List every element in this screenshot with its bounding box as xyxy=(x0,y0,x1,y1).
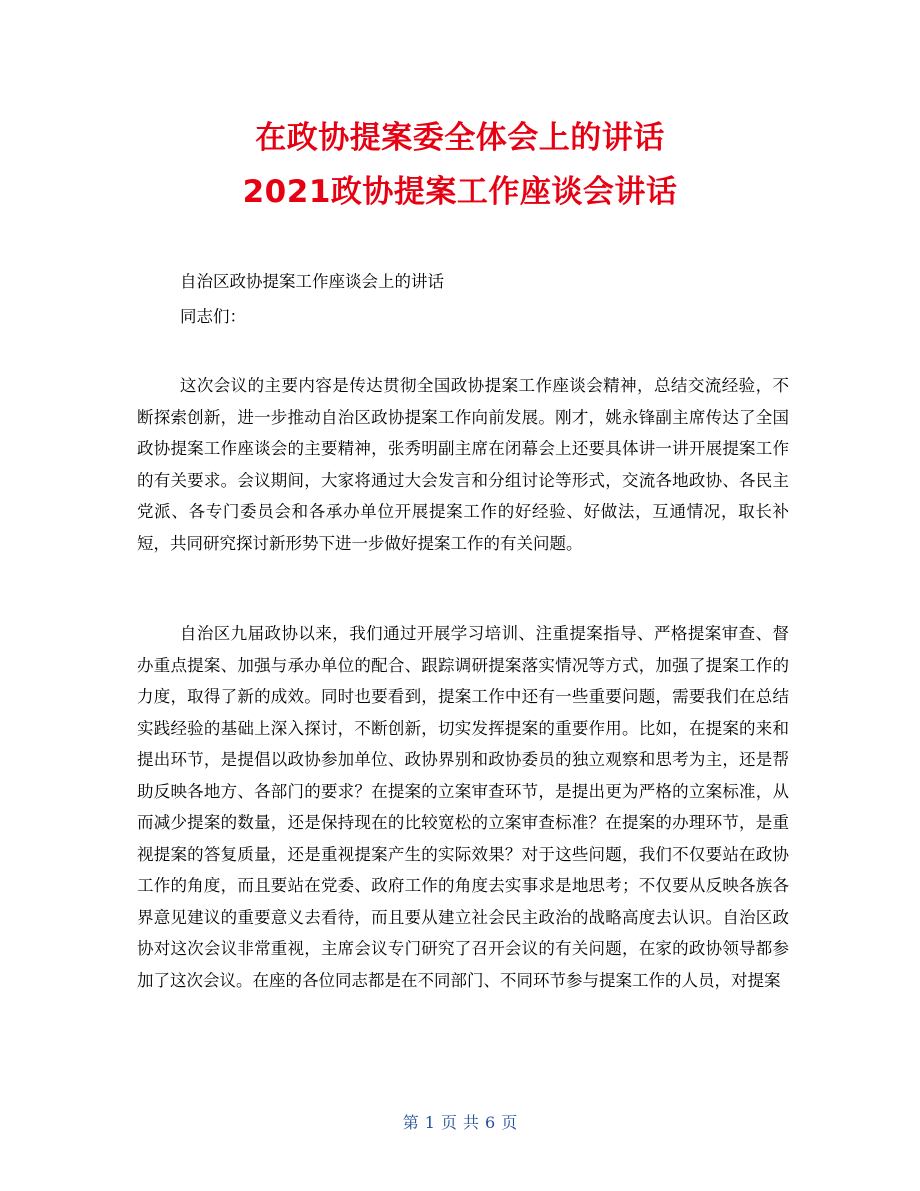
footer-total-pages: 6 xyxy=(485,1113,496,1132)
salutation: 同志们： xyxy=(180,307,246,326)
speech-heading: 自治区政协提案工作座谈会上的讲话 xyxy=(180,272,444,291)
paragraph-1: 这次会议的主要内容是传达贯彻全国政协提案工作座谈会精神，总结交流经验，不断探索创新，进一步推动自治区政协提案工作向前发展。刚才，姚永锋副主席传达了全国政协提案工作座谈会的主要精神，张秀明副主席在闭幕会上还要具体讲一讲开展提案工作的有关要求。会议期间，大家将通过大会发言和分组讨论等形式，交流各地政协、各民主党派、各专门委员会和各承办单位开展提案工作的好经验、好做法，互通情况，取长补短，共同研究探讨新形势下进一步做好提案工作的有关问题。 xyxy=(137,376,789,553)
page-footer xyxy=(0,1113,920,1133)
footer-word-di: 第 xyxy=(402,1113,419,1132)
footer-page-number: 1 xyxy=(424,1113,435,1132)
footer-word-gong: 共 xyxy=(463,1113,480,1132)
document-subtitle: 2021政协提案工作座谈会讲话 xyxy=(242,174,678,210)
footer-word-ye-2: 页 xyxy=(501,1113,518,1132)
paragraph-2: 自治区九届政协以来，我们通过开展学习培训、注重提案指导、严格提案审查、督办重点提案、加强与承办单位的配合、跟踪调研提案落实情况等方式，加强了提案工作的力度，取得了新的成效。同时也要看到，提案工作中还有一些重要问题，需要我们在总结实践经验的基础上深入探讨，不断创新，切实发挥提案的重要作用。比如，在提案的来和提出环节，是提倡以政协参加单位、政协界别和政协委员的独立观察和思考为主，还是帮助反映各地方、各部门的要求？在提案的立案审查环节，是提出更为严格的立案标准，从而减少提案的数量，还是保持现在的比较宽松的立案审查标准？在提案的办理环节，是重视提案的答复质量，还是重视提案产生的实际效果？对于这些问题，我们不仅要站在政协工作的角度，而且要站在党委、政府工作的角度去实事求是地思考；不仅要从反映各族各界意见建议的重要意义去看待，而且要从建立社会民主政治的战略高度去认识。自治区政协对这次会议非常重视，主席会议专门研究了召开会议的有关问题，在家的政协领导都参加了这次会议。在座的各位同志都是在不同部门、不同环节参与提案工作的人员，对提案 xyxy=(137,624,789,990)
footer-word-ye: 页 xyxy=(440,1113,457,1132)
document-title: 在政协提案委全体会上的讲话 xyxy=(255,120,665,156)
